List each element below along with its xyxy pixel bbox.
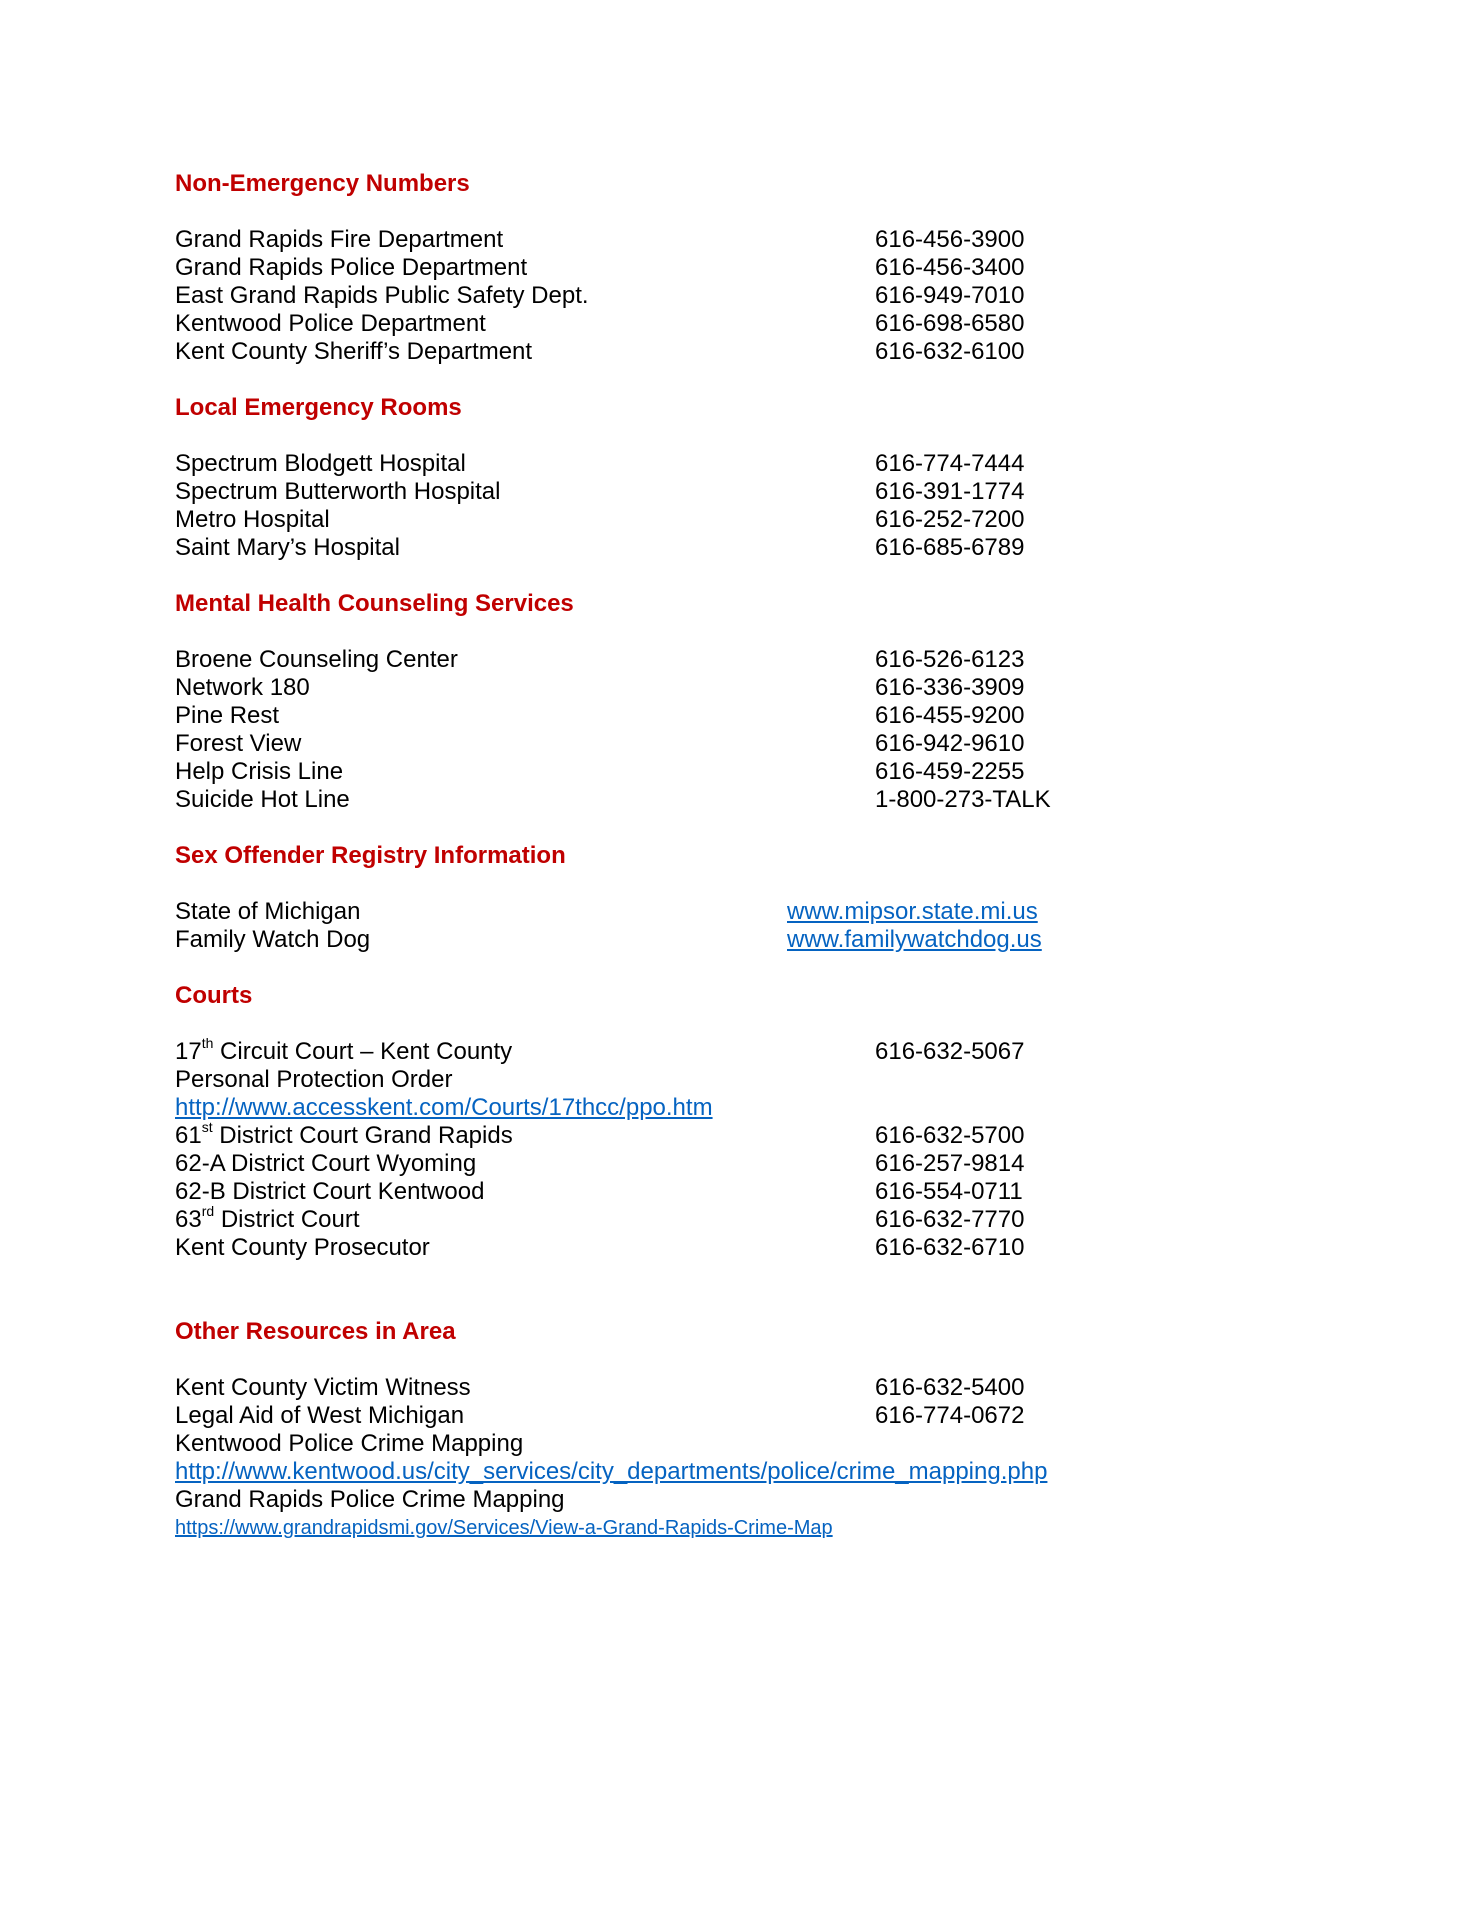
entry-phone: 616-459-2255: [875, 758, 1025, 785]
entry-label: Spectrum Butterworth Hospital: [175, 478, 501, 505]
entry-phone: 1-800-273-TALK: [875, 786, 1051, 813]
list-item: [175, 898, 1375, 926]
grand-rapids-crime-map-link[interactable]: https://www.grandrapidsmi.gov/Services/View-a-Grand-Rapids-Crime-Map: [175, 1517, 833, 1539]
entry-label: Grand Rapids Police Crime Mapping: [175, 1486, 565, 1513]
entry-label: 63rd District Court: [175, 1203, 360, 1233]
entry-label: East Grand Rapids Public Safety Dept.: [175, 282, 589, 309]
list-item: [175, 450, 1375, 478]
entry-label: Kent County Prosecutor: [175, 1234, 430, 1261]
entry-phone: 616-632-7770: [875, 1206, 1025, 1233]
list-item: [175, 282, 1375, 310]
entry-label: Kent County Sheriff’s Department: [175, 338, 533, 365]
entry-phone: 616-774-0672: [875, 1402, 1025, 1429]
entry-label: Broene Counseling Center: [175, 646, 458, 673]
mipsor-link[interactable]: www.mipsor.state.mi.us: [787, 898, 1038, 925]
entry-phone: 616-252-7200: [875, 506, 1025, 533]
entry-phone: 616-554-0711: [875, 1178, 1023, 1205]
list-item: [175, 1066, 1375, 1094]
entry-label: State of Michigan: [175, 898, 361, 925]
entry-label: Kentwood Police Crime Mapping: [175, 1430, 524, 1457]
list-item: [175, 1374, 1375, 1402]
document-content: [175, 170, 1375, 1542]
entry-label: 62-B District Court Kentwood: [175, 1178, 485, 1205]
entry-label: Grand Rapids Fire Department: [175, 226, 504, 253]
list-item: [175, 478, 1375, 506]
entry-label: Grand Rapids Police Department: [175, 254, 528, 281]
section-heading-sex-offender-registry: Sex Offender Registry Information: [175, 842, 566, 869]
list-item: [175, 646, 1375, 674]
entry-phone: 616-949-7010: [875, 282, 1025, 309]
entry-label: Family Watch Dog: [175, 926, 371, 953]
entry-label: Saint Mary’s Hospital: [175, 534, 400, 561]
entry-label: Legal Aid of West Michigan: [175, 1402, 465, 1429]
list-item: [175, 1203, 1375, 1234]
entry-label: 61st District Court Grand Rapids: [175, 1119, 513, 1149]
list-item: [175, 758, 1375, 786]
section-heading-non-emergency: Non-Emergency Numbers: [175, 170, 470, 197]
entry-label: Forest View: [175, 730, 302, 757]
list-item: [175, 1119, 1375, 1150]
entry-label: Network 180: [175, 674, 310, 701]
entry-phone: 616-632-5400: [875, 1374, 1025, 1401]
list-item: [175, 534, 1375, 562]
entry-phone: 616-632-5700: [875, 1122, 1025, 1149]
entry-phone: 616-456-3900: [875, 226, 1025, 253]
entry-phone: 616-774-7444: [875, 450, 1025, 477]
list-item: [175, 254, 1375, 282]
entry-label: Kentwood Police Department: [175, 310, 486, 337]
list-item: [175, 1150, 1375, 1178]
list-item: [175, 1094, 1375, 1122]
entry-phone: 616-685-6789: [875, 534, 1025, 561]
entry-label: 17th Circuit Court – Kent County: [175, 1035, 513, 1065]
entry-phone: 616-391-1774: [875, 478, 1025, 505]
list-item: [175, 1458, 1375, 1486]
entry-phone: 616-455-9200: [875, 702, 1025, 729]
entry-phone: 616-942-9610: [875, 730, 1025, 757]
ppo-link[interactable]: http://www.accesskent.com/Courts/17thcc/ppo.htm: [175, 1094, 713, 1121]
list-item: [175, 786, 1375, 814]
kentwood-crime-mapping-link[interactable]: http://www.kentwood.us/city_services/city_departments/police/crime_mapping.php: [175, 1458, 1048, 1485]
list-item: [175, 1234, 1375, 1262]
list-item: [175, 674, 1375, 702]
section-heading-mental-health: Mental Health Counseling Services: [175, 590, 574, 617]
section-heading-courts: Courts: [175, 982, 253, 1009]
list-item: [175, 338, 1375, 366]
entry-label: 62-A District Court Wyoming: [175, 1150, 477, 1177]
section-heading-emergency-rooms: Local Emergency Rooms: [175, 394, 462, 421]
entry-label: Suicide Hot Line: [175, 786, 350, 813]
list-item: [175, 1402, 1375, 1430]
list-item: [175, 1035, 1375, 1066]
entry-phone: 616-257-9814: [875, 1150, 1025, 1177]
entry-label: Help Crisis Line: [175, 758, 344, 785]
list-item: [175, 1430, 1375, 1458]
list-item: [175, 730, 1375, 758]
entry-phone: 616-526-6123: [875, 646, 1025, 673]
entry-phone: 616-336-3909: [875, 674, 1025, 701]
entry-phone: 616-632-6100: [875, 338, 1025, 365]
list-item: [175, 702, 1375, 730]
entry-label: Pine Rest: [175, 702, 280, 729]
entry-label: Spectrum Blodgett Hospital: [175, 450, 466, 477]
entry-phone: 616-632-6710: [875, 1234, 1025, 1261]
entry-phone: 616-632-5067: [875, 1038, 1025, 1065]
section-heading-other-resources: Other Resources in Area: [175, 1318, 456, 1345]
familywatchdog-link[interactable]: www.familywatchdog.us: [787, 926, 1042, 953]
list-item: [175, 1514, 1375, 1542]
list-item: [175, 1178, 1375, 1206]
entry-phone: 616-456-3400: [875, 254, 1025, 281]
list-item: [175, 1486, 1375, 1514]
list-item: [175, 926, 1375, 954]
entry-label: Metro Hospital: [175, 506, 330, 533]
list-item: [175, 310, 1375, 338]
entry-phone: 616-698-6580: [875, 310, 1025, 337]
entry-label: Kent County Victim Witness: [175, 1374, 471, 1401]
list-item: [175, 226, 1375, 254]
entry-label: Personal Protection Order: [175, 1066, 453, 1093]
list-item: [175, 506, 1375, 534]
